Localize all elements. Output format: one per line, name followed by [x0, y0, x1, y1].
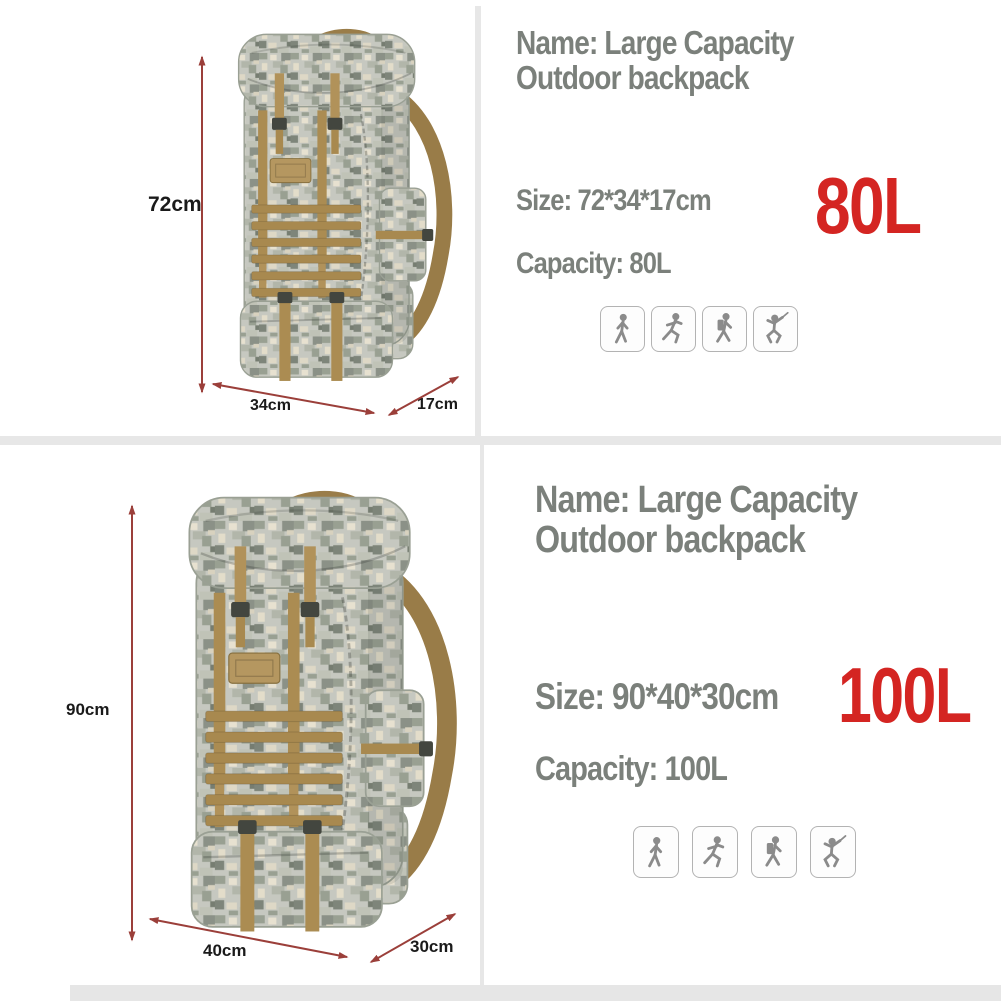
walking-icon: [600, 306, 645, 352]
product-name-100l: [535, 480, 914, 561]
capacity-spec-100l: Capacity: 100L: [535, 750, 728, 788]
spec-panel-80l: [481, 0, 1001, 436]
height-dimension-label-100l: 90cm: [66, 700, 110, 719]
depth-dimension-label-80l: 17cm: [417, 396, 458, 413]
capacity-spec-80l: Capacity: 80L: [516, 247, 671, 280]
width-dimension-label-100l: 40cm: [203, 941, 247, 960]
horizontal-divider: [0, 436, 1001, 445]
size-spec-80l: Size: 72*34*17cm: [516, 184, 711, 217]
size-spec-100l: Size: 90*40*30cm: [535, 676, 779, 717]
product-name-line2-80l: Outdoor backpack: [516, 58, 749, 96]
volume-badge-80l: 80L: [815, 161, 921, 250]
photo-panel-100l: [0, 445, 478, 985]
product-name-80l: [516, 26, 843, 96]
height-dimension-label-80l: 72cm: [148, 193, 202, 216]
jumping-icon: [753, 306, 798, 352]
jumping-icon: [810, 826, 856, 878]
walking-icon: [633, 826, 679, 878]
running-icon: [651, 306, 696, 352]
running-icon: [692, 826, 738, 878]
product-name-line1-80l: Name: Large Capacity: [516, 24, 794, 61]
backpack-photo-100l: [136, 478, 484, 972]
hiking-icon: [751, 826, 797, 878]
volume-badge-100l: 100L: [838, 651, 971, 739]
width-dimension-label-80l: 34cm: [250, 397, 291, 414]
depth-dimension-label-100l: 30cm: [410, 937, 454, 956]
product-name-line2-100l: Outdoor backpack: [535, 519, 805, 562]
activity-icons-80l: [600, 306, 798, 352]
photo-panel-80l: [0, 0, 475, 436]
hiking-icon: [702, 306, 747, 352]
product-name-line1-100l: Name: Large Capacity: [535, 479, 858, 521]
backpack-photo-80l: [196, 20, 474, 412]
spec-panel-100l: [483, 445, 1001, 990]
activity-icons-100l: [633, 826, 856, 878]
